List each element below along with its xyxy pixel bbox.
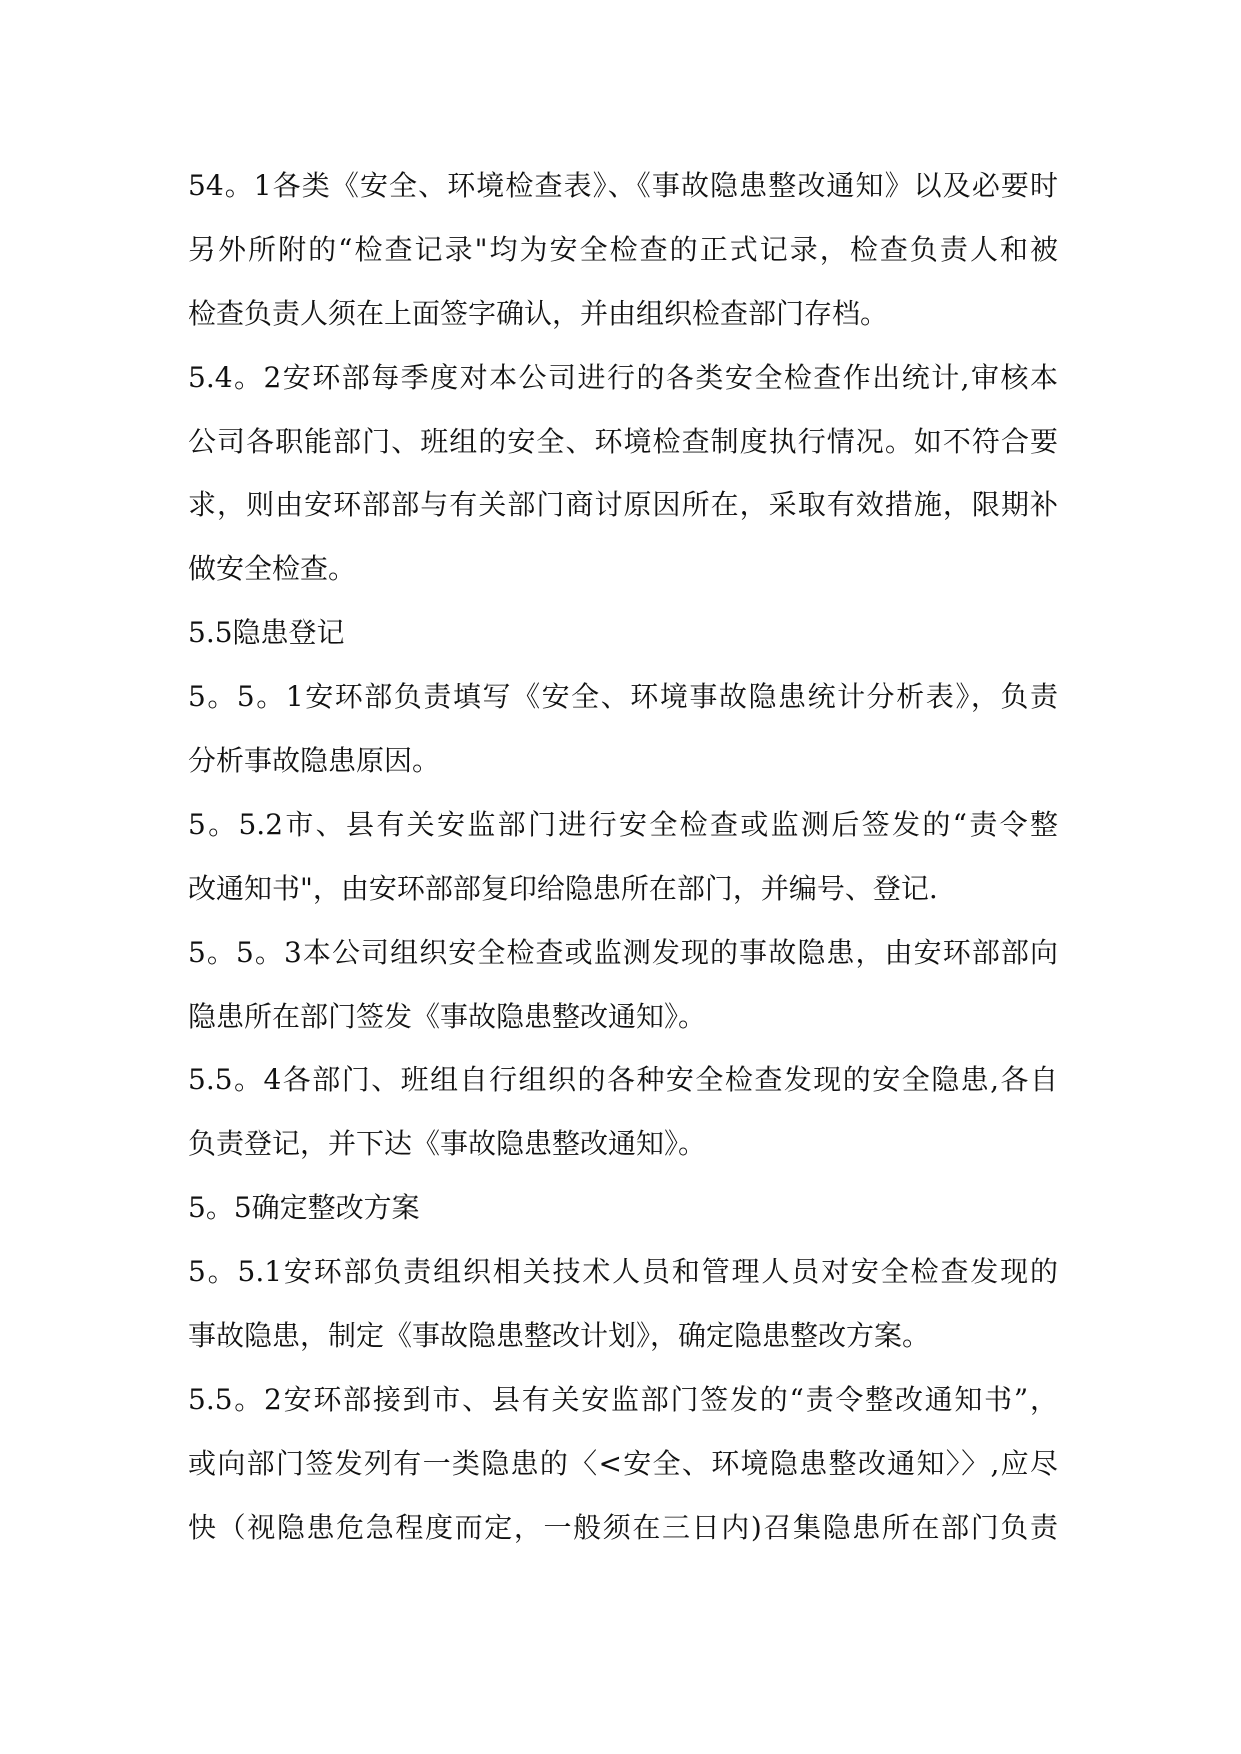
text-line: 5。5.2市、县有关安监部门进行安全检查或监测后签发的“责令整 [188,807,1058,841]
text-line: 做安全检查。 [188,552,357,586]
text-line: 5.5。4各部门、班组自行组织的各种安全检查发现的安全隐患,各自 [188,1063,1058,1097]
text-line: 检查负责人须在上面签字确认，并由组织检查部门存档。 [188,296,889,330]
text-line: 事故隐患，制定《事故隐患整改计划》，确定隐患整改方案。 [188,1319,931,1353]
section-heading: 5.5隐患登记 [188,616,345,650]
text-line: 5.4。2安环部每季度对本公司进行的各类安全检查作出统计,审核本 [188,360,1058,394]
text-line: 54。1各类《安全、环境检查表》、《事故隐患整改通知》以及必要时 [188,169,1058,202]
text-line: 求，则由安环部部与有关部门商讨原因所在，采取有效措施，限期补 [188,488,1058,522]
text-line: 5。5。3本公司组织安全检查或监测发现的事故隐患，由安环部部向 [188,935,1058,969]
section-heading: 5。5确定整改方案 [188,1191,420,1225]
text-line: 5。5。1安环部负责填写《安全、环境事故隐患统计分析表》，负责 [188,680,1058,714]
text-line: 隐患所在部门签发《事故隐患整改通知》。 [188,999,707,1033]
document-body [188,154,1058,1560]
text-line: 负责登记，并下达《事故隐患整改通知》。 [188,1127,707,1161]
text-line: 公司各职能部门、班组的安全、环境检查制度执行情况。如不符合要 [188,424,1058,458]
text-line: 或向部门签发列有一类隐患的〈<安全、环境隐患整改通知〉〉,应尽 [188,1446,1058,1480]
text-line: 5。5.1安环部负责组织相关技术人员和管理人员对安全检查发现的 [188,1255,1058,1289]
text-line: 分析事故隐患原因。 [188,744,441,778]
text-line: 快（视隐患危急程度而定，一般须在三日内)召集隐患所在部门负责 [188,1510,1058,1544]
text-line: 改通知书"，由安环部部复印给隐患所在部门，并编号、登记. [188,871,938,905]
text-line: 5.5。2安环部接到市、县有关安监部门签发的“责令整改通知书”， [188,1382,1058,1416]
text-line: 另外所附的“检查记录"均为安全检查的正式记录，检查负责人和被 [188,232,1058,266]
